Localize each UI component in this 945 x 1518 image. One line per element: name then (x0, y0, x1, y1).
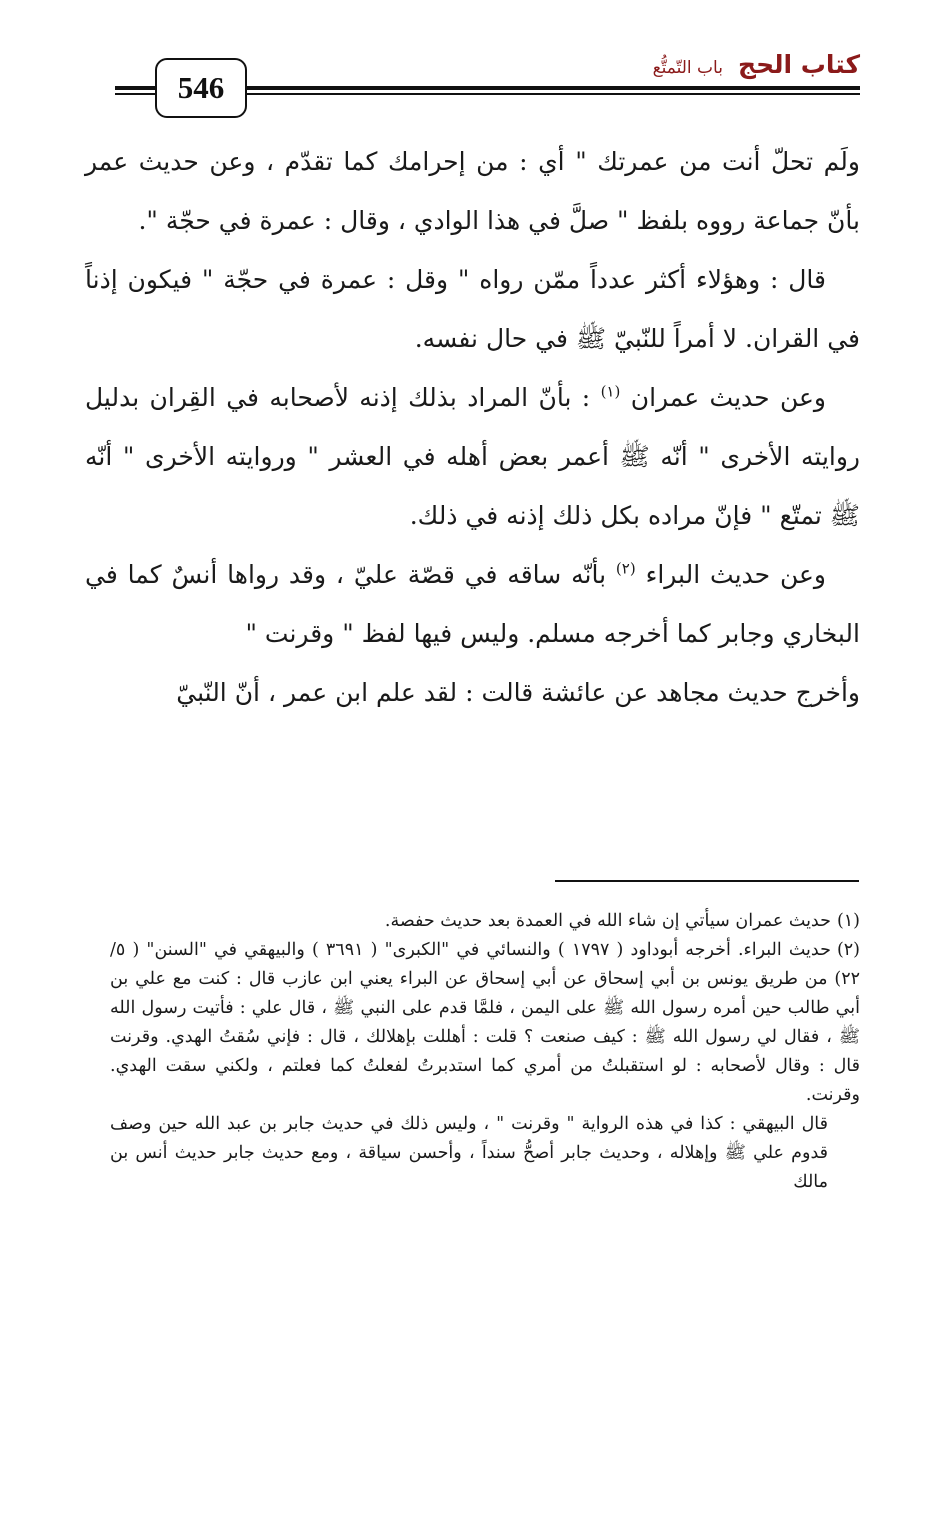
footnotes (110, 907, 860, 1197)
page-number: 546 (155, 58, 247, 118)
chapter-title: باب التّمتُّع (652, 58, 723, 78)
footnote-2-text: حديث البراء. أخرجه أبوداود ( ١٧٩٧ ) والنسائي في "الكبرى" ( ٣٦٩١ ) والبيهقي في "السنن" ( ٥/ ٢٢) من طريق يونس بن أبي إسحاق عن أبي إسحاق عن البراء يعني ابن عازب قال : كنت مع علي بن أبي طالب حين أمره رسول الله ﷺ على اليمن ، فلمَّا قدم على النبي ﷺ ، قال علي : فأتيت رسول الله ﷺ ، فقال لي رسول الله ﷺ : كيف صنعت ؟ قلت : أهللت بإهلالك ، قال : فإني سُقتُ الهدي. وقرنت قال : وقال لأصحابه : لو استقبلتُ من أمري كما استدبرتُ لفعلتُ كما فعلتم ، ولكني سقت الهدي. وقرنت. (110, 940, 861, 1105)
paragraph-4 (85, 545, 860, 663)
main-body (85, 132, 860, 722)
paragraph-4-rest: بأنّه ساقه في قصّة عليّ ، وقد رواها أنسٌ كما في البخاري وجابر كما أخرجه مسلم. وليس فيها لفظ " وقرنت " (85, 560, 860, 648)
footnote-1-number: (١) (836, 911, 860, 931)
paragraph-1: ولَم تحلّ أنت من عمرتك " أي : من إحرامك كما تقدّم ، وعن حديث عمر بأنّ جماعة رووه بلفظ " صلَّ في هذا الوادي ، وقال : عمرة في حجّة ". (85, 147, 860, 235)
book-title: كتاب الحج (738, 50, 860, 79)
page-header (0, 0, 945, 130)
paragraph-3 (85, 368, 860, 545)
paragraph-5: وأخرج حديث مجاهد عن عائشة قالت : لقد علم ابن عمر ، أنّ النّبيّ (176, 678, 860, 707)
paragraph-3-start: وعن حديث عمران (630, 383, 826, 412)
footnote-2-continuation: قال البيهقي : كذا في هذه الرواية " وقرنت " ، وليس ذلك في حديث جابر بن عبد الله حين وصف قدوم علي ﷺ وإهلاله ، وحديث جابر أصحُّ سنداً ، وأحسن سياقة ، ومع حديث جابر حديث أنس بن مالك (110, 1114, 828, 1192)
paragraph-2: قال : وهؤلاء أكثر عدداً ممّن رواه " وقل : عمرة في حجّة " فيكون إذناً في القران. لا أمراً للنّبيّ ﷺ في حال نفسه. (85, 265, 860, 353)
footnote-2-number: (٢) (836, 940, 860, 960)
footnote-ref-1[interactable]: (١) (600, 382, 621, 401)
footnote-separator (555, 880, 859, 882)
footnote-1-text: حديث عمران سيأتي إن شاء الله في العمدة بعد حديث حفصة. (384, 911, 831, 931)
paragraph-3-rest: : بأنّ المراد بذلك إذنه لأصحابه في القِران بدليل روايته الأخرى " أنّه ﷺ أعمر بعض أهله في العشر " وروايته الأخرى " أنّه ﷺ تمتّع " فإنّ مراده بكل ذلك إذنه في ذلك. (85, 383, 860, 530)
paragraph-4-start: وعن حديث البراء (645, 560, 827, 589)
running-title (653, 50, 860, 79)
footnote-2 (110, 936, 860, 1110)
footnote-ref-2[interactable]: (٢) (615, 559, 636, 578)
footnote-1 (110, 907, 860, 936)
